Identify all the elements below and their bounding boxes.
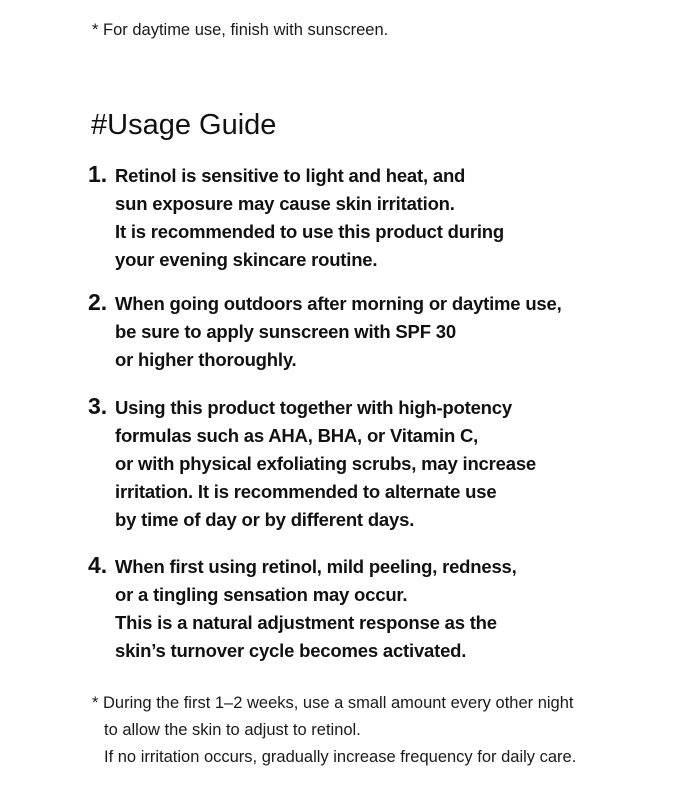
usage-item-line: irritation. It is recommended to alternate use	[115, 481, 497, 502]
usage-item-number: 2.	[88, 289, 108, 315]
usage-item-number: 1.	[88, 161, 108, 187]
usage-item-text	[115, 394, 536, 534]
note-line: * During the first 1–2 weeks, use a small amount every other night	[92, 694, 574, 712]
usage-item-line: Retinol is sensitive to light and heat, and	[115, 165, 466, 186]
usage-item-text	[115, 162, 504, 274]
usage-item-line: be sure to apply sunscreen with SPF 30	[115, 321, 456, 342]
usage-item-text	[115, 290, 562, 374]
usage-item-line: by time of day or by different days.	[115, 509, 415, 530]
first-weeks-usage-note	[92, 690, 576, 771]
usage-item-number: 3.	[88, 393, 108, 419]
usage-item-line: It is recommended to use this product during	[115, 221, 504, 242]
usage-item-line: This is a natural adjustment response as the	[115, 612, 497, 633]
usage-item-line: sun exposure may cause skin irritation.	[115, 193, 455, 214]
usage-item-text	[115, 553, 517, 665]
usage-item-line: or with physical exfoliating scrubs, may increase	[115, 453, 536, 474]
usage-guide-title: #Usage Guide	[91, 109, 277, 141]
usage-item-line: When first using retinol, mild peeling, redness,	[115, 556, 517, 577]
usage-item-line: or a tingling sensation may occur.	[115, 584, 408, 605]
note-line: to allow the skin to adjust to retinol.	[104, 721, 361, 739]
usage-item-line: When going outdoors after morning or daytime use,	[115, 293, 562, 314]
usage-item-line: skin’s turnover cycle becomes activated.	[115, 640, 467, 661]
usage-item-line: formulas such as AHA, BHA, or Vitamin C,	[115, 425, 479, 446]
usage-item-line: Using this product together with high-potency	[115, 397, 512, 418]
usage-item-line: or higher thoroughly.	[115, 349, 297, 370]
usage-item-number: 4.	[88, 552, 108, 578]
daytime-sunscreen-note: * For daytime use, finish with sunscreen.	[92, 21, 389, 39]
note-line: If no irritation occurs, gradually increase frequency for daily care.	[104, 748, 577, 766]
usage-item-line: your evening skincare routine.	[115, 249, 378, 270]
